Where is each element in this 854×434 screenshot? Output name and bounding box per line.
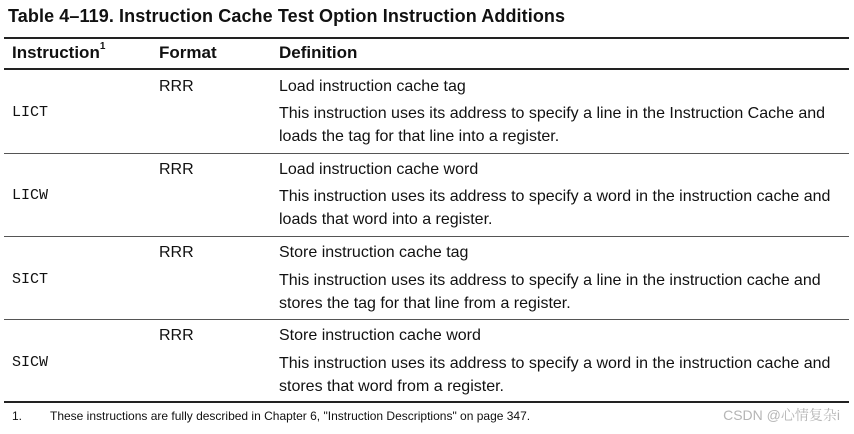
- table-caption: Table 4–119. Instruction Cache Test Option Instruction Additions: [8, 6, 566, 26]
- definition-title: Store instruction cache tag: [279, 244, 469, 261]
- header-instruction-label: Instruction: [12, 43, 100, 62]
- definition-title: Store instruction cache word: [279, 327, 481, 344]
- definition-description: This instruction uses its address to specify a line in the instruction cache and stores the tag for that line from a register.: [279, 272, 821, 312]
- definition-description: This instruction uses its address to specify a line in the Instruction Cache and loads the tag for that line into a register.: [279, 105, 826, 145]
- instruction-mnemonic: LICW: [12, 187, 49, 204]
- watermark: CSDN @心情复杂i: [723, 407, 840, 423]
- header-instruction: [12, 43, 105, 63]
- header-format: Format: [159, 43, 217, 62]
- definition-description: This instruction uses its address to specify a word in the instruction cache and stores that word from a register.: [279, 355, 831, 395]
- footnote-text: These instructions are fully described in Chapter 6, "Instruction Descriptions" on page 347.: [50, 409, 531, 423]
- row-divider: [4, 236, 849, 237]
- footnote-number: 1.: [12, 409, 23, 423]
- instruction-format: RRR: [159, 327, 194, 344]
- instruction-mnemonic: SICW: [12, 354, 49, 371]
- definition-description: This instruction uses its address to specify a word in the instruction cache and loads that word into a register.: [279, 188, 831, 228]
- header-definition: Definition: [279, 43, 358, 62]
- instruction-mnemonic: SICT: [12, 271, 49, 288]
- instruction-mnemonic: LICT: [12, 104, 49, 121]
- header-bottom-rule: [4, 68, 849, 70]
- instruction-format: RRR: [159, 244, 194, 261]
- table-bottom-rule: [4, 401, 849, 403]
- header-footnote-marker: 1: [99, 41, 106, 53]
- instruction-format: RRR: [159, 78, 194, 95]
- definition-title: Load instruction cache tag: [279, 78, 466, 95]
- row-divider: [4, 319, 849, 320]
- table-top-rule: [4, 37, 849, 39]
- definition-title: Load instruction cache word: [279, 161, 479, 178]
- row-divider: [4, 153, 849, 154]
- instruction-format: RRR: [159, 161, 194, 178]
